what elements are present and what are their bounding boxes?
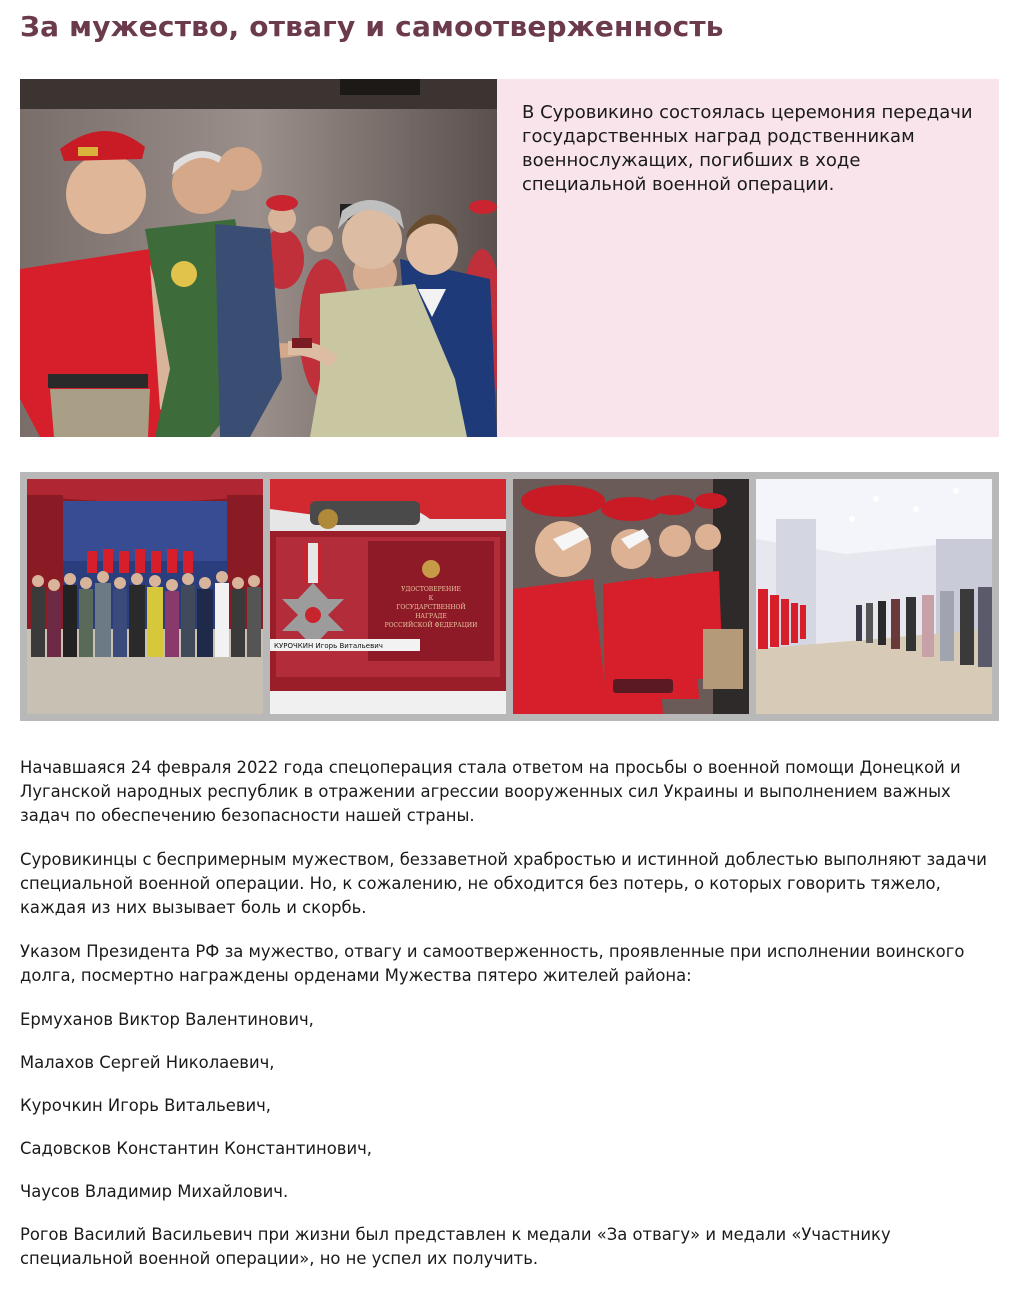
awardee-name: Садовсков Константин Константинович, xyxy=(20,1139,372,1158)
awardee-name: Ермуханов Виктор Валентинович, xyxy=(20,1010,314,1029)
gallery-photo-group[interactable] xyxy=(27,479,263,714)
paragraph-2: Суровикинцы с беспримерным мужеством, беззаветной храбростью и истинной доблестью выполняют задачи специальной военной операции. Но, к сожалению, не обходится без потерь, о которых говорить тяжело, каждая из них вызывает боль и скорбь. xyxy=(20,850,987,917)
awardee-name: Курочкин Игорь Витальевич, xyxy=(20,1096,272,1115)
paragraph-3: Указом Президента РФ за мужество, отвагу и самоотверженность, проявленные при исполнении воинского долга, посмертно награждены орденами Мужества пятеро жителей района: xyxy=(20,942,965,985)
gallery-photo-hall[interactable] xyxy=(756,479,992,714)
closing-paragraph: Рогов Василий Васильевич при жизни был представлен к медали «За отвагу» и медали «Участнику специальной военной операции», но не успел их получить. xyxy=(20,1225,891,1268)
lead-text: В Суровикино состоялась церемония передачи государственных наград родственникам военнослужащих, погибших в ходе специальной военной операции. xyxy=(522,102,973,195)
gallery-photo-cadets[interactable] xyxy=(513,479,749,714)
doc-name: КУРОЧКИН Игорь Витальевич xyxy=(274,642,383,650)
article-body xyxy=(20,756,995,1291)
paragraph-1: Начавшаяся 24 февраля 2022 года спецоперация стала ответом на просьбы о военной помощи Донецкой и Луганской народных республик в отражении агрессии вооруженных сил Украины и выполнением важных задач по обеспечению безопасности нашей страны. xyxy=(20,758,961,825)
gallery-photo-award[interactable] xyxy=(270,479,506,714)
awardee-name: Чаусов Владимир Михайлович. xyxy=(20,1182,289,1201)
doc-line-2: К xyxy=(428,595,434,602)
coat-of-arms-icon xyxy=(422,560,440,578)
doc-line-3: ГОСУДАРСТВЕННОЙ xyxy=(396,604,466,611)
doc-line-1: УДОСТОВЕРЕНИЕ xyxy=(401,586,461,593)
photo-gallery xyxy=(20,472,999,721)
doc-line-5: РОССИЙСКОЙ ФЕДЕРАЦИИ xyxy=(384,622,478,629)
page-title: За мужество, отвагу и самоотверженность xyxy=(20,10,724,43)
hero-block xyxy=(20,79,999,437)
awardee-name: Малахов Сергей Николаевич, xyxy=(20,1053,275,1072)
hero-photo[interactable] xyxy=(20,79,497,437)
doc-line-4: НАГРАДЕ xyxy=(415,613,447,620)
